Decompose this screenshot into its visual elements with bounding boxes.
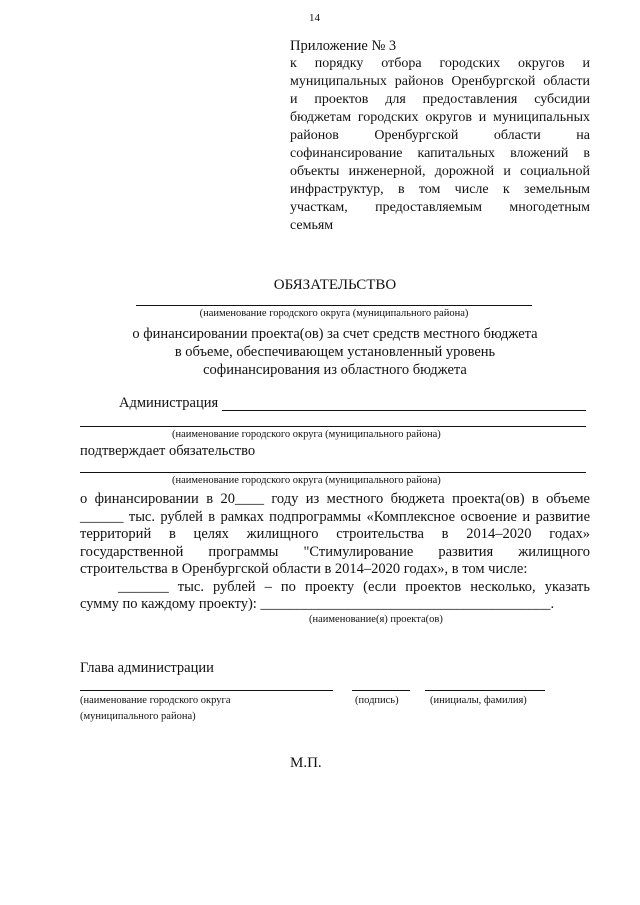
- appendix-block: [290, 55, 590, 235]
- body-line: ______ тыс. рублей в рамках подпрограммы «Комплексное освоение и развитие: [80, 508, 590, 525]
- appendix-line: бюджетам городских округов и муниципальных: [290, 110, 590, 125]
- appendix-line: софинансирование капитальных вложений в: [290, 146, 590, 161]
- appendix-title: Приложение № 3: [290, 38, 397, 54]
- appendix-line: инфраструктур, в том числе к земельным: [290, 182, 590, 197]
- body-line: о финансировании в 20____ году из местного бюджета проекта(ов) в объеме: [80, 491, 590, 507]
- administration-label: Администрация: [119, 395, 219, 411]
- signature-sign-line: [352, 690, 410, 691]
- page-number: 14: [309, 12, 320, 24]
- obligation-body: [80, 491, 590, 614]
- project-caption: (наименование(я) проекта(ов): [309, 614, 443, 625]
- heading-subtitle-line: софинансирования из областного бюджета: [203, 362, 467, 378]
- signature-org-caption-line: (муниципального района): [80, 711, 196, 722]
- appendix-line: участкам, предоставляемым многодетным: [290, 200, 590, 215]
- body-line: сумму по каждому проекту): ________________________________________.: [80, 596, 555, 612]
- document-heading: ОБЯЗАТЕЛЬСТВО: [273, 277, 397, 293]
- appendix-line: и проектов для предоставления субсидии: [290, 92, 590, 107]
- appendix-line: районов Оренбургской области на: [290, 128, 590, 143]
- signature-name-caption: (инициалы, фамилия): [430, 695, 527, 706]
- appendix-line: муниципальных районов Оренбургской области: [290, 74, 590, 89]
- confirms-label: подтверждает обязательство: [80, 443, 256, 459]
- body-line: строительства в Оренбургской области в 2014–2020 годах», в том числе:: [80, 561, 528, 577]
- signature-org-caption-line: (наименование городского округа: [80, 695, 231, 706]
- administration-blank-line: [222, 410, 586, 411]
- confirms-caption: (наименование городского округа (муниципального района): [172, 475, 441, 486]
- signature-name-line: [425, 690, 545, 691]
- administration-blank-line-2: [80, 426, 586, 427]
- signature-sign-caption: (подпись): [355, 695, 399, 706]
- body-line: государственной программы "Стимулирование развития жилищного: [80, 543, 590, 560]
- appendix-line: объекты инженерной, дорожной и социальной: [290, 164, 590, 179]
- signature-org-line: [80, 690, 333, 691]
- administration-caption: (наименование городского округа (муниципального района): [172, 429, 441, 440]
- confirms-blank-line: [80, 472, 586, 473]
- heading-subtitle: [70, 325, 600, 379]
- heading-caption: (наименование городского округа (муниципального района): [199, 308, 469, 319]
- body-line: территорий в целях жилищного строительства в 2014–2020 годах»: [80, 526, 590, 542]
- head-of-administration-label: Глава администрации: [80, 660, 214, 676]
- heading-blank-line: [136, 305, 532, 306]
- appendix-line: к порядку отбора городских округов и: [290, 56, 590, 71]
- signature-org-caption: [80, 694, 231, 723]
- stamp-place: М.П.: [290, 755, 322, 771]
- heading-subtitle-line: в объеме, обеспечивающем установленный уровень: [174, 344, 496, 360]
- appendix-line: семьям: [290, 218, 334, 233]
- heading-subtitle-line: о финансировании проекта(ов) за счет средств местного бюджета: [132, 326, 538, 342]
- body-line: _______ тыс. рублей – по проекту (если проектов несколько, указать: [118, 578, 590, 595]
